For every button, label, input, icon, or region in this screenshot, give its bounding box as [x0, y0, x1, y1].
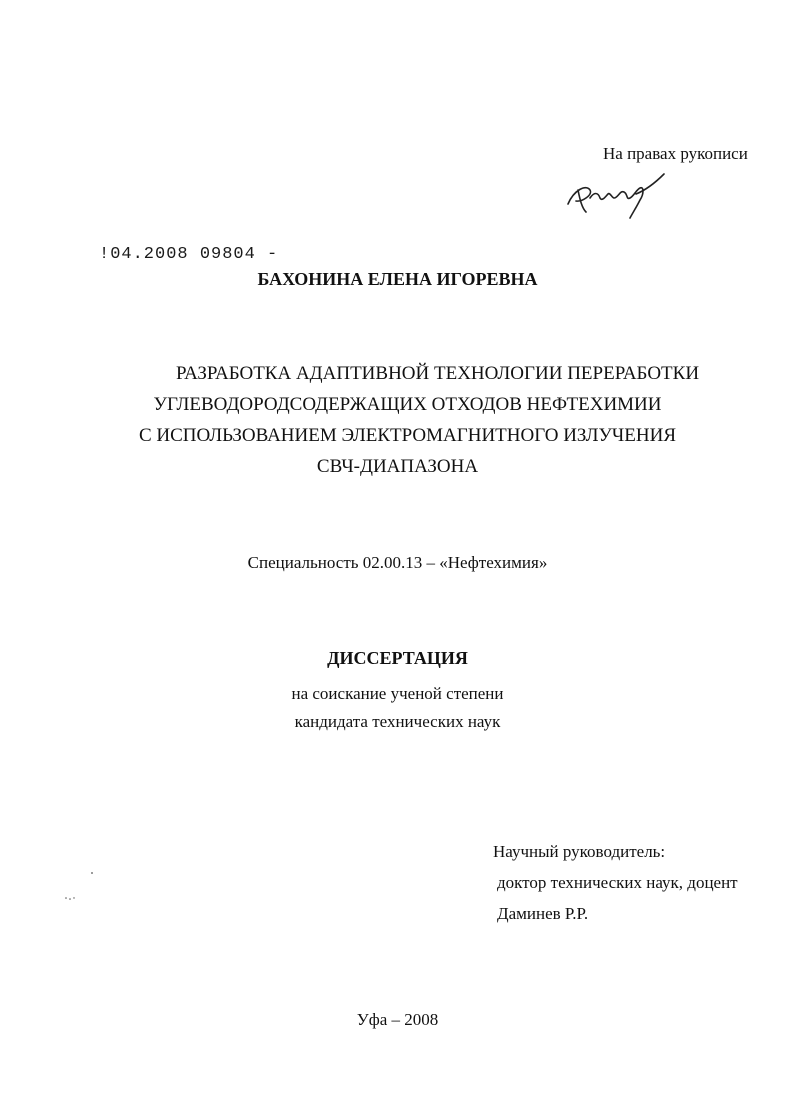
document-type-heading: ДИССЕРТАЦИЯ	[327, 648, 468, 668]
rights-note: На правах рукописи	[603, 144, 748, 163]
supervisor-rank: доктор технических наук, доцент	[497, 873, 738, 892]
registration-stamp-number: !04.2008 09804 -	[99, 245, 279, 264]
supervisor-name: Даминев Р.Р.	[497, 904, 589, 923]
title-line: УГЛЕВОДОРОДСОДЕРЖАЩИХ ОТХОДОВ НЕФТЕХИМИИ	[153, 394, 662, 415]
title-line: СВЧ-ДИАПАЗОНА	[316, 456, 479, 477]
city-year: Уфа – 2008	[356, 1010, 439, 1029]
title-line: С ИСПОЛЬЗОВАНИЕМ ЭЛЕКТРОМАГНИТНОГО ИЗЛУЧЕНИЯ	[138, 425, 677, 446]
degree-line: на соискание ученой степени	[291, 684, 504, 703]
title-line: РАЗРАБОТКА АДАПТИВНОЙ ТЕХНОЛОГИИ ПЕРЕРАБОТКИ	[175, 363, 700, 384]
specialty: Специальность 02.00.13 – «Нефтехимия»	[247, 553, 548, 572]
author-name: БАХОНИНА ЕЛЕНА ИГОРЕВНА	[257, 269, 538, 289]
supervisor-label: Научный руководитель:	[493, 842, 666, 861]
degree-line: кандидата технических наук	[294, 712, 501, 731]
